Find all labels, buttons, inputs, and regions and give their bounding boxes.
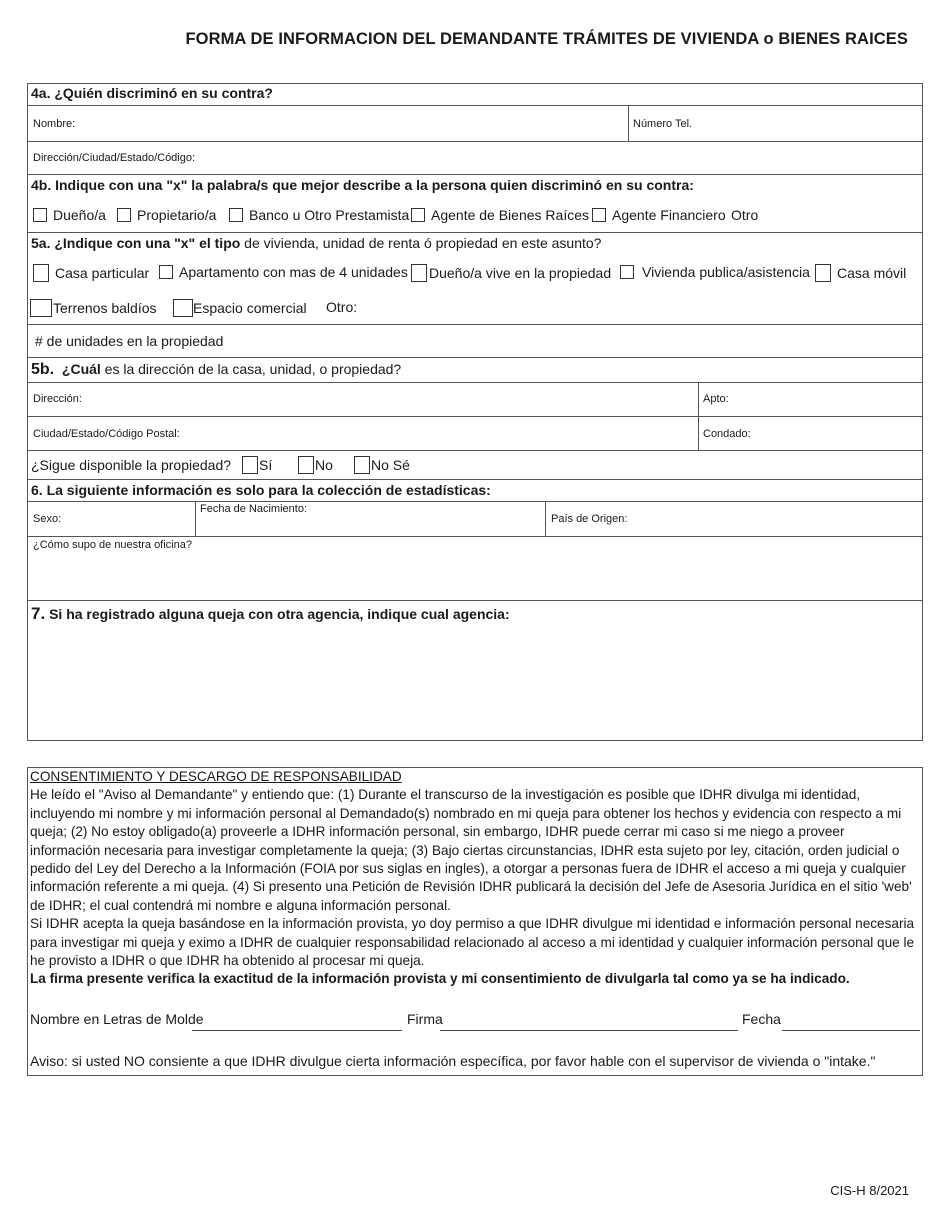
firma-label: Firma bbox=[407, 1011, 443, 1027]
option-apartamento[interactable]: Apartamento con mas de 4 unidades bbox=[159, 264, 408, 280]
checkbox[interactable] bbox=[354, 456, 370, 474]
checkbox[interactable] bbox=[30, 299, 52, 317]
units-label: # de unidades en la propiedad bbox=[35, 333, 224, 349]
divider bbox=[27, 450, 923, 451]
checkbox[interactable] bbox=[33, 208, 47, 222]
direccion-5b-field[interactable] bbox=[28, 383, 697, 415]
sexo-label: Sexo: bbox=[33, 513, 62, 525]
nombre-label: Nombre: bbox=[33, 118, 76, 130]
option-propietario[interactable]: Propietario/a bbox=[117, 207, 216, 223]
nombre-field[interactable] bbox=[28, 106, 627, 140]
section-5b-heading: 5b. ¿Cuál es la dirección de la casa, unidad, o propiedad? bbox=[31, 361, 402, 378]
consent-title: CONSENTIMIENTO Y DESCARGO DE RESPONSABILIDAD bbox=[30, 769, 402, 784]
firma-line[interactable] bbox=[440, 1030, 738, 1031]
checkbox[interactable] bbox=[33, 264, 49, 282]
consent-paragraph-1: He leído el "Aviso al Demandante" y entiendo que: (1) Durante el transcurso de la investigación es posible que IDHR divulga mi identidad, incluyendo mi nombre y mi información personal al Demandado(s) nombrado en mi queja para obtener los hechos y evidencia con respecto a mi queja; (2) No estoy obligado(a) proveerle a IDHR información personal, sin embargo, IDHR puede cerrar mi caso si me niego a proveer información necesaria para investigar completamente la queja; (3) Bajo ciertas circunstancias, IDHR esta sujeto por ley, citación, orden judicial o pedido del Ley del Derecho a la Información (FOIA por sus siglas en ingles), a otorgar a personas fuera de IDHR el acceso a mi queja y cualquier información referente a mi queja. (4) Si presento una Petición de Revisión IDHR publicará la decisión del Jefe de Asesoria Jurídica en el sitio 'web' de IDHR; el cual contendrá mi nombre e alguna información personal. bbox=[30, 787, 912, 913]
otra-agencia-field[interactable] bbox=[28, 626, 922, 739]
telefono-field[interactable] bbox=[629, 106, 922, 140]
consent-paragraph-3: La firma presente verifica la exactitud de la información provista y mi consentimiento de divulgarla tal como ya se ha indicado. bbox=[30, 971, 850, 987]
nombre-molde-label: Nombre en Letras de Molde bbox=[30, 1011, 204, 1027]
divider bbox=[27, 232, 923, 233]
section-6-heading: 6. La siguiente información es solo para la colección de estadísticas: bbox=[31, 482, 491, 498]
units-field[interactable] bbox=[220, 326, 920, 356]
nacimiento-label: Fecha de Nacimiento: bbox=[200, 503, 307, 515]
checkbox[interactable] bbox=[173, 299, 193, 317]
oficina-label: ¿Cómo supo de nuestra oficina? bbox=[33, 539, 192, 551]
pais-label: País de Origen: bbox=[551, 513, 628, 525]
checkbox[interactable] bbox=[117, 208, 131, 222]
divider bbox=[27, 324, 923, 325]
option-casa-particular[interactable]: Casa particular bbox=[33, 264, 149, 282]
disponible-question: ¿Sigue disponible la propiedad? bbox=[31, 457, 232, 473]
section-4b-heading: 4b. Indique con una "x" la palabra/s que mejor describe a la persona quien discriminó en su contra: bbox=[31, 177, 694, 193]
option-no-se[interactable]: No Sé bbox=[354, 456, 410, 474]
divider bbox=[27, 174, 923, 175]
option-vivienda-publica[interactable]: Vivienda publica/asistencia bbox=[620, 264, 810, 280]
direccion-4a-field[interactable] bbox=[28, 142, 922, 173]
option-agente-bienes-raices[interactable]: Agente de Bienes Raíces bbox=[411, 207, 589, 223]
checkbox[interactable] bbox=[242, 456, 258, 474]
option-dueno-vive[interactable]: Dueño/a vive en la propiedad bbox=[411, 264, 611, 282]
option-agente-financiero[interactable]: Agente Financiero bbox=[592, 207, 726, 223]
fecha-label: Fecha bbox=[742, 1011, 781, 1027]
fecha-line[interactable] bbox=[782, 1030, 920, 1031]
option-no[interactable]: No bbox=[298, 456, 333, 474]
apto-field[interactable] bbox=[699, 383, 922, 415]
option-si[interactable]: Sí bbox=[242, 456, 272, 474]
checkbox[interactable] bbox=[229, 208, 243, 222]
option-espacio-comercial[interactable]: Espacio comercial bbox=[173, 299, 307, 317]
pais-field[interactable] bbox=[546, 502, 922, 535]
divider bbox=[27, 357, 923, 358]
option-dueno[interactable]: Dueño/a bbox=[33, 207, 106, 223]
condado-field[interactable] bbox=[699, 417, 922, 449]
aviso-text: Aviso: si usted NO consiente a que IDHR divulgue cierta información específica, por favor hable con el supervisor de vivienda o "intake." bbox=[30, 1053, 876, 1069]
condado-label: Condado: bbox=[703, 428, 751, 440]
option-banco[interactable]: Banco u Otro Prestamista bbox=[229, 207, 409, 223]
apto-label: Apto: bbox=[703, 393, 729, 405]
section-5a-heading: 5a. ¿Indique con una "x" el tipo de vivienda, unidad de renta ó propiedad en este asunto? bbox=[31, 235, 602, 251]
sexo-field[interactable] bbox=[28, 502, 194, 535]
section-7-heading: 7. Si ha registrado alguna queja con otra agencia, indique cual agencia: bbox=[31, 604, 510, 623]
divider bbox=[27, 479, 923, 480]
checkbox[interactable] bbox=[592, 208, 606, 222]
checkbox[interactable] bbox=[411, 264, 427, 282]
checkbox[interactable] bbox=[159, 265, 173, 279]
checkbox[interactable] bbox=[815, 264, 831, 282]
consent-paragraph-2: Si IDHR acepta la queja basándose en la información provista, yo doy permiso a que IDHR divulgue mi identidad e información personal necesaria para investigar mi queja y eximo a IDHR de cualquier responsabilidad relacionado al acceso a mi identidad y cualquier información personal que le he provisto a IDHR o que IDHR ha obtenido al procesar mi queja. bbox=[30, 916, 915, 969]
option-otro[interactable]: Otro bbox=[731, 207, 759, 223]
nombre-molde-line[interactable] bbox=[192, 1030, 402, 1031]
checkbox[interactable] bbox=[298, 456, 314, 474]
checkbox[interactable] bbox=[620, 265, 634, 279]
form-code: CIS-H 8/2021 bbox=[830, 1183, 909, 1198]
option-terrenos[interactable]: Terrenos baldíos bbox=[30, 299, 157, 317]
section-4a-heading: 4a. ¿Quién discriminó en su contra? bbox=[31, 85, 273, 101]
divider bbox=[27, 600, 923, 601]
checkbox[interactable] bbox=[411, 208, 425, 222]
option-otro-5a[interactable]: Otro: bbox=[326, 299, 358, 315]
telefono-label: Número Tel. bbox=[633, 118, 693, 130]
direccion-4a-label: Dirección/Ciudad/Estado/Código: bbox=[33, 152, 196, 164]
consent-section bbox=[30, 768, 918, 989]
ciudad-field[interactable] bbox=[28, 417, 697, 449]
nacimiento-field[interactable] bbox=[196, 502, 544, 535]
ciudad-label: Ciudad/Estado/Código Postal: bbox=[33, 428, 180, 440]
direccion-5b-label: Dirección: bbox=[33, 393, 82, 405]
option-casa-movil[interactable]: Casa móvil bbox=[815, 264, 906, 282]
oficina-field[interactable] bbox=[28, 553, 922, 599]
divider bbox=[27, 536, 923, 537]
page-title: FORMA DE INFORMACION DEL DEMANDANTE TRÁMITES DE VIVIENDA o BIENES RAICES bbox=[185, 30, 908, 48]
